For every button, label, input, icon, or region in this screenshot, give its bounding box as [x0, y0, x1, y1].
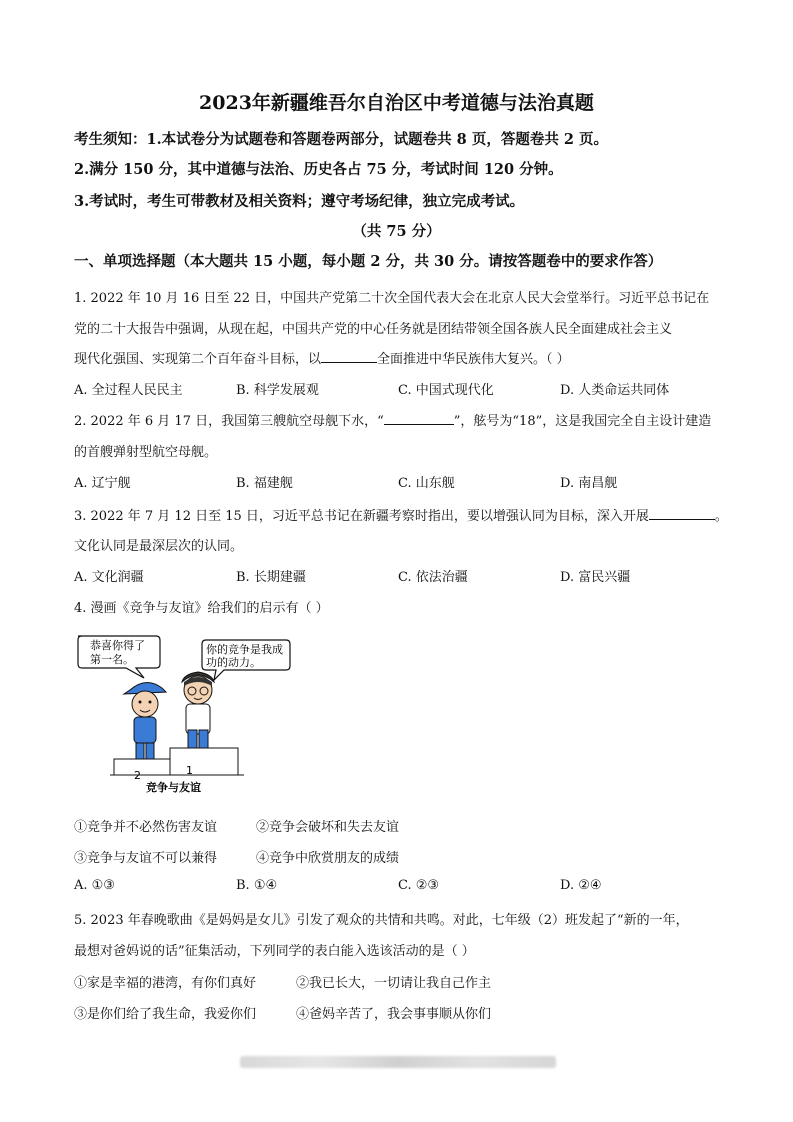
q1-line-3-b: 全面推进中华民族伟大复兴。（ ）	[377, 352, 570, 367]
q4-option-c[interactable]: C. ②③	[398, 878, 440, 893]
notice-line-1: 考生须知：1.本试卷分为试题卷和答题卷两部分，试题卷共 8 页，答题卷共 2 页。	[74, 131, 609, 148]
q2-option-b[interactable]: B. 福建舰	[236, 476, 293, 491]
q1-line-3	[74, 348, 570, 367]
q3-option-d[interactable]: D. 富民兴疆	[560, 570, 631, 585]
q4-statement-2: ②竞争会破坏和失去友谊	[256, 820, 400, 835]
q5-statement-3: ③是你们给了我生命，我爱你们	[74, 1007, 257, 1022]
q2-option-a[interactable]: A. 辽宁舰	[74, 476, 131, 491]
q3-line-1-a: 3. 2022 年 7 月 12 日至 15 日，习近平总书记在新疆考察时指出，要以增强认同为目标，深入开展	[74, 509, 649, 524]
q2-blank	[384, 412, 454, 425]
podium	[110, 748, 244, 782]
q3-option-b[interactable]: B. 长期建疆	[236, 570, 306, 585]
q1-option-a[interactable]: A. 全过程人民民主	[74, 383, 183, 398]
cartoon-caption: 竞争与友谊	[146, 781, 201, 794]
q2-option-c[interactable]: C. 山东舰	[398, 476, 455, 491]
q1-blank	[321, 350, 377, 363]
q5-statement-1: ①家是幸福的港湾，有你们真好	[74, 976, 257, 991]
q4-line-1: 4. 漫画《竞争与友谊》给我们的启示有（ ）	[74, 601, 329, 616]
page-title: 2023年新疆维吾尔自治区中考道德与法治真题	[199, 92, 594, 114]
boy-second-place	[124, 682, 166, 759]
q1-line-1: 1. 2022 年 10 月 16 日至 22 日，中国共产党第二十次全国代表大会在北京人民大会堂举行。习近平总书记在	[74, 291, 710, 306]
q2-line-1-a: 2. 2022 年 6 月 17 日，我国第三艘航空母舰下水，“	[74, 414, 384, 429]
q4-option-b[interactable]: B. ①④	[236, 878, 278, 893]
q3-option-a[interactable]: A. 文化润疆	[74, 570, 144, 585]
q4-statement-1: ①竞争并不必然伤害友谊	[74, 820, 218, 835]
q2-line-1-b: ”，舷号为“18”，这是我国完全自主设计建造	[453, 414, 712, 429]
q1-line-2: 党的二十大报告中强调，从现在起，中国共产党的中心任务就是团结带领全国各族人民全面建成社会主义	[74, 322, 673, 337]
q4-option-d[interactable]: D. ②④	[560, 878, 602, 893]
q3-blank	[649, 507, 715, 520]
bubble-left-line-2: 第一名。	[90, 653, 134, 666]
q1-option-b[interactable]: B. 科学发展观	[236, 383, 319, 398]
q5-line-2: 最想对爸妈说的话”征集活动，下列同学的表白能入选该活动的是（ ）	[74, 944, 475, 959]
q1-option-c[interactable]: C. 中国式现代化	[398, 383, 494, 398]
speech-bubble-left	[78, 636, 160, 678]
q2-line-1	[74, 410, 711, 429]
notice-line-2: 2.满分 150 分，其中道德与法治、历史各占 75 分，考试时间 120 分钟。	[74, 161, 563, 178]
q2-line-2: 的首艘弹射型航空母舰。	[74, 445, 218, 460]
blurred-footer-watermark	[240, 1056, 556, 1068]
speech-bubble-right	[202, 640, 290, 680]
notice-line-3: 3.考试时，考生可带教材及相关资料；遵守考场纪律，独立完成考试。	[74, 193, 525, 210]
podium-number-2: 2	[134, 769, 141, 782]
q3-line-1	[74, 505, 728, 524]
boy-first-place	[182, 672, 214, 748]
section-heading: 一、单项选择题（本大题共 15 小题，每小题 2 分，共 30 分。请按答题卷中的要求作答）	[74, 253, 663, 270]
podium-number-1: 1	[186, 764, 193, 777]
q5-statement-4: ④爸妈辛苦了，我会事事顺从你们	[296, 1007, 492, 1022]
bubble-right-line-1: 你的竞争是我成	[206, 643, 283, 656]
q1-line-3-a: 现代化强国、实现第二个百年奋斗目标，以	[74, 352, 322, 367]
q4-statement-3: ③竞争与友谊不可以兼得	[74, 851, 218, 866]
q3-line-2: 文化认同是最深层次的认同。	[74, 539, 244, 554]
q3-option-c[interactable]: C. 依法治疆	[398, 570, 468, 585]
q4-option-a[interactable]: A. ①③	[74, 878, 115, 893]
bubble-left-line-1: 恭喜你得了	[90, 639, 145, 652]
total-score: （共 75 分）	[352, 223, 441, 240]
q1-option-d[interactable]: D. 人类命运共同体	[560, 383, 670, 398]
q3-line-1-b: 。	[714, 509, 728, 524]
q5-line-1: 5. 2023 年春晚歌曲《是妈妈是女儿》引发了观众的共情和共鸣。对此，七年级（2）班发起了“新的一年，	[74, 913, 689, 928]
cartoon-competition-and-friendship	[74, 630, 294, 798]
bubble-right-line-2: 功的动力。	[206, 656, 261, 669]
q2-option-d[interactable]: D. 南昌舰	[560, 476, 618, 491]
q5-statement-2: ②我已长大，一切请让我自己作主	[296, 976, 492, 991]
q4-statement-4: ④竞争中欣赏朋友的成绩	[256, 851, 400, 866]
